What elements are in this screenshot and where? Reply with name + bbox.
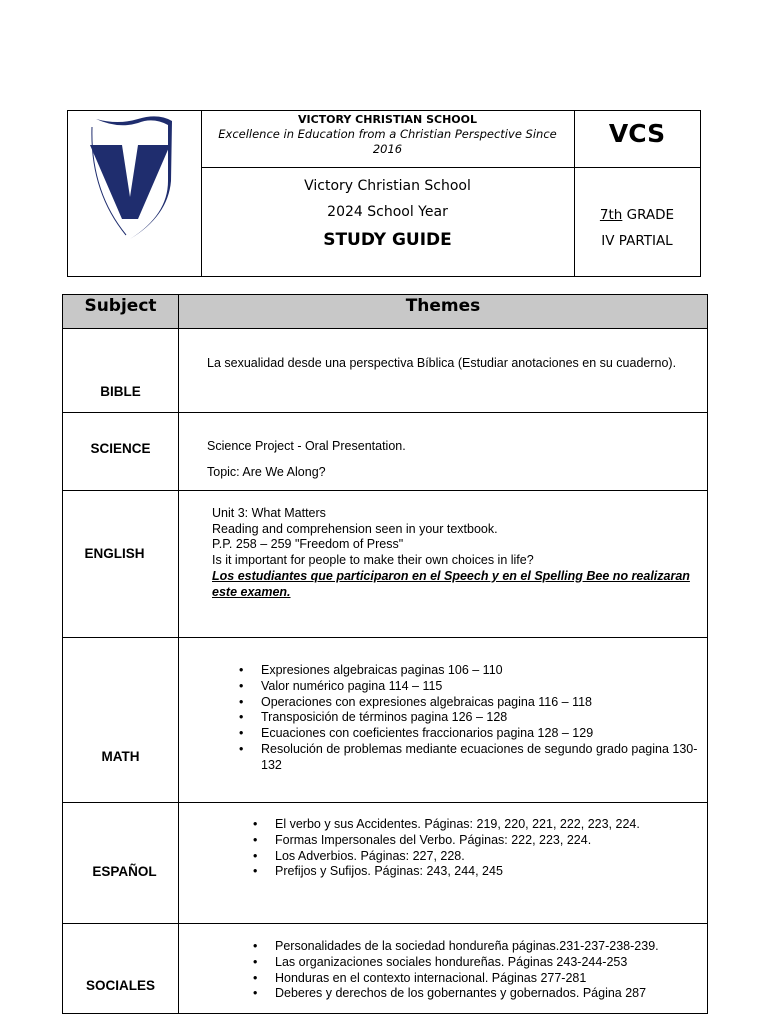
school-name-caps: VICTORY CHRISTIAN SCHOOL <box>297 113 478 126</box>
subject-bible: BIBLE <box>100 384 141 399</box>
list-item: • Valor numérico pagina 114 – 115 <box>261 679 706 695</box>
list-item: • Deberes y derechos de los gobernantes y gobernados. Página 287 <box>275 986 705 1002</box>
abbr-cell <box>574 111 700 168</box>
list-item: • Resolución de problemas mediante ecuaciones de segundo grado pagina 130-132 <box>261 742 706 774</box>
table-row-bible <box>63 329 707 413</box>
subject-espanol: ESPAÑOL <box>92 864 157 879</box>
column-header-subject: Subject <box>63 295 179 328</box>
list-item: • Los Adverbios. Páginas: 227, 228. <box>275 849 705 865</box>
math-topic-list <box>261 663 706 774</box>
subject-science: SCIENCE <box>90 441 151 456</box>
list-item: • Honduras en el contexto internacional. Páginas 277-281 <box>275 971 705 987</box>
partial-label: IV PARTIAL <box>601 233 673 249</box>
list-item: • Las organizaciones sociales hondureñas. Páginas 243-244-253 <box>275 955 705 971</box>
column-header-themes: Themes <box>405 296 481 316</box>
table-row-sociales <box>63 924 707 1013</box>
list-item: • El verbo y sus Accidentes. Páginas: 219, 220, 221, 222, 223, 224. <box>275 817 705 833</box>
subject-math: MATH <box>101 749 140 764</box>
list-item: • Formas Impersonales del Verbo. Páginas: 222, 223, 224. <box>275 833 705 849</box>
subject-english: ENGLISH <box>84 546 145 561</box>
science-theme-line1: Science Project - Oral Presentation. <box>207 439 406 453</box>
list-item: • Ecuaciones con coeficientes fraccionarios pagina 128 – 129 <box>261 726 706 742</box>
english-note: Los estudiantes que participaron en el Speech y en el Spelling Bee no realizaran este examen. <box>212 568 690 599</box>
sociales-topic-list <box>275 939 705 1002</box>
english-line: Reading and comprehension seen in your textbook. <box>212 521 498 536</box>
school-abbreviation: VCS <box>608 119 666 148</box>
list-item: • Transposición de términos pagina 126 – 128 <box>261 710 706 726</box>
english-line: Unit 3: What Matters <box>212 506 326 520</box>
study-guide-table <box>62 294 708 1014</box>
grade-label <box>574 207 700 223</box>
list-item: • Expresiones algebraicas paginas 106 – 110 <box>261 663 706 679</box>
science-theme-line2: Topic: Are We Along? <box>207 465 326 479</box>
school-motto: Excellence in Education from a Christian Perspective Since 2016 <box>218 127 557 156</box>
school-logo-icon <box>68 111 201 276</box>
school-year: 2024 School Year <box>327 204 448 220</box>
espanol-topic-list <box>275 817 705 880</box>
subject-sociales: SOCIALES <box>85 978 155 993</box>
header-school-cell <box>201 111 575 168</box>
document-title: STUDY GUIDE <box>323 230 452 250</box>
grade-number: 7th <box>599 207 623 223</box>
list-item: • Personalidades de la sociedad hondureña páginas.231-237-238-239. <box>275 939 705 955</box>
list-item: • Operaciones con expresiones algebraicas pagina 116 – 118 <box>261 695 706 711</box>
header-title-cell <box>201 167 575 276</box>
table-row-science <box>63 413 707 491</box>
english-themes <box>212 506 702 600</box>
logo-cell <box>68 111 202 276</box>
table-row-espanol <box>63 803 707 924</box>
table-row-english <box>63 491 707 638</box>
table-header-row <box>63 295 707 329</box>
english-line: Is it important for people to make their own choices in life? <box>212 553 534 568</box>
list-item: • Prefijos y Sufijos. Páginas: 243, 244, 245 <box>275 864 705 880</box>
grade-word: GRADE <box>622 207 675 223</box>
grade-cell <box>574 167 700 276</box>
school-name: Victory Christian School <box>304 178 471 194</box>
header-table <box>67 110 701 277</box>
english-line: P.P. 258 – 259 "Freedom of Press" <box>212 537 404 552</box>
table-row-math <box>63 638 707 803</box>
bible-theme: La sexualidad desde una perspectiva Bíblica (Estudiar anotaciones en su cuaderno). <box>207 356 677 370</box>
